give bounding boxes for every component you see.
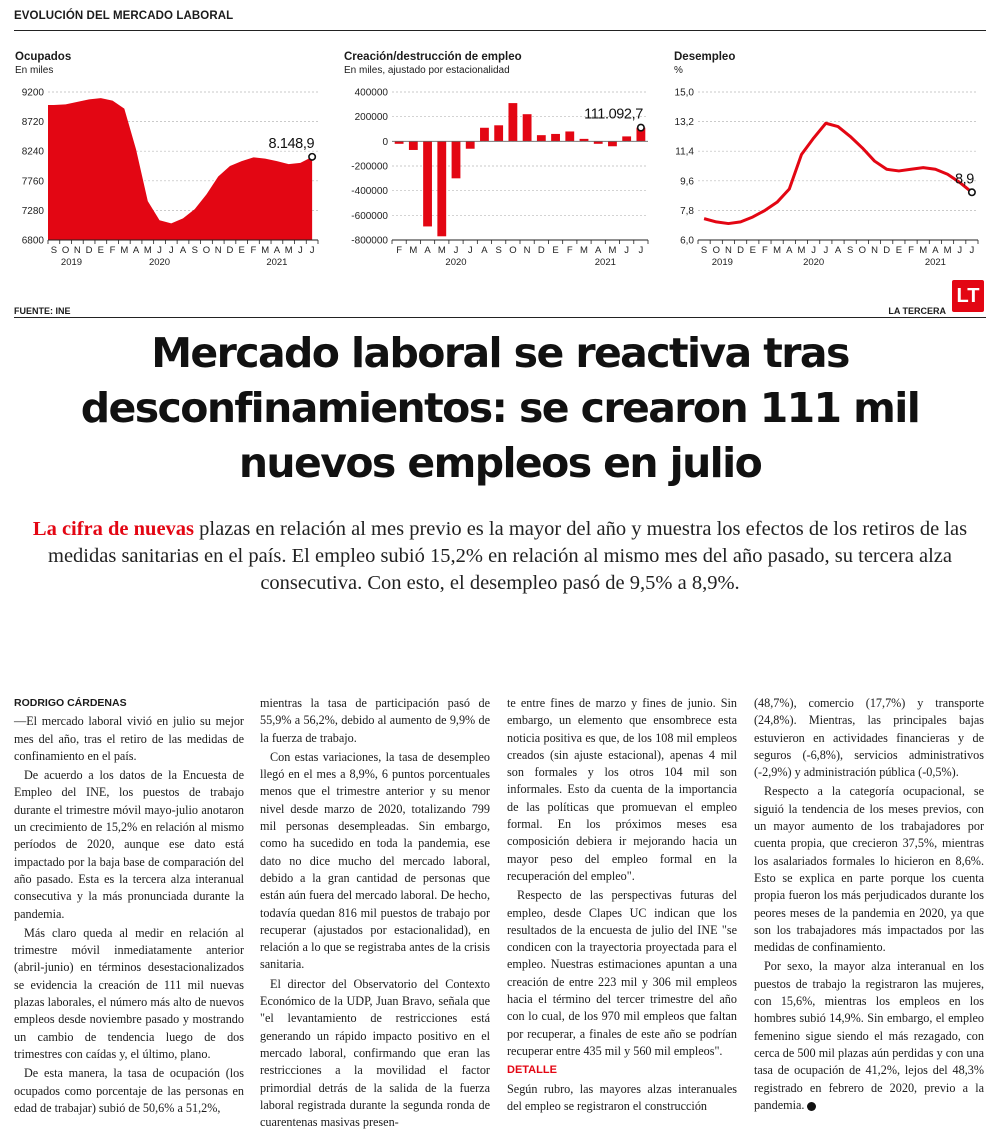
x-tick-label: M [144,245,152,256]
ocupados-area [48,98,312,240]
chart3-title: Desempleo [674,51,735,63]
x-tick-label: F [110,245,116,256]
body-column-3 [507,695,737,1117]
x-tick-label: J [639,245,644,256]
year-label: 2019 [61,257,82,268]
bar [622,136,631,141]
year-label: 2020 [803,257,824,268]
x-tick-label: J [157,245,162,256]
lead-paragraph [18,516,982,597]
top-divider [14,30,986,31]
y-tick-label: -400000 [351,186,388,197]
x-tick-label: J [957,245,962,256]
last-point-marker [638,124,644,130]
x-tick-label: J [454,245,459,256]
x-tick-label: N [871,245,878,256]
year-label: 2021 [925,257,946,268]
annotation-label: 8.148,9 [269,136,315,152]
bar [608,141,617,146]
y-tick-label: -200000 [351,162,388,173]
x-tick-label: E [896,245,902,256]
desempleo-line-chart [670,80,990,275]
x-tick-label: O [509,245,516,256]
x-tick-label: M [409,245,417,256]
y-tick-label: 7760 [22,176,45,187]
bar [480,128,489,142]
x-tick-label: M [798,245,806,256]
y-tick-label: 6,0 [680,236,694,247]
x-tick-label: J [310,245,315,256]
x-tick-label: O [859,245,866,256]
x-tick-label: O [713,245,720,256]
x-tick-label: M [120,245,128,256]
x-tick-label: E [750,245,756,256]
paragraph: De esta manera, la tasa de ocupación (los ocupados como porcentaje de las personas en edad de trabajar) subió de 50,6% a 51,2%, [14,1065,244,1117]
headline: Mercado laboral se reactiva tras desconfinamientos: se crearon 111 mil nuevos empleos en julio [40,326,960,491]
y-tick-label: 7,8 [680,206,694,217]
x-tick-label: M [580,245,588,256]
x-tick-label: M [608,245,616,256]
byline: RODRIGO CÁRDENAS [14,695,244,712]
chart2-title: Creación/destrucción de empleo [344,51,522,63]
x-tick-label: A [595,245,602,256]
x-tick-label: J [624,245,629,256]
y-tick-label: 8240 [22,147,45,158]
bar [409,141,418,150]
last-point-marker [969,189,975,195]
y-tick-label: 9,6 [680,176,694,187]
annotation-label: 8,9 [955,171,974,187]
bar [452,141,461,178]
paragraph: —El mercado laboral vivió en julio su mejor mes del año, tras el retiro de las medidas de confinamiento en el país. [14,713,244,765]
bar [537,135,546,141]
x-tick-label: M [261,245,269,256]
paragraph: Según rubro, las mayores alzas interanuales del empleo se registraron el construcción [507,1081,737,1116]
x-tick-label: F [762,245,768,256]
x-tick-label: E [552,245,558,256]
paragraph: Con estas variaciones, la tasa de desempleo llegó en el mes a 8,9%, 6 puntos porcentuales menos que el trimestre anterior y su menor nivel desde marzo de 2020, totalizando 799 mil personas desempleadas. Sin embargo, como ha sucedido en toda la pandemia, ese dato no dice mucho del mercado laboral, debido a la gran cantidad de personas que están aún fuera del mercado laboral. De hecho, todavía quedan 816 mil puestos de trabajo por recuperar (ajustados por estacionalidad), en relación a lo que se registraba antes de la crisis sanitaria. [260,749,490,974]
y-tick-label: 15,0 [675,88,695,99]
bar [565,131,574,141]
x-tick-label: A [133,245,140,256]
year-label: 2021 [595,257,616,268]
paragraph: te entre fines de marzo y fines de junio. Sin embargo, un elemento que ensombrece esta noticia positiva es que, de los 108 mil empleos creados (sin ajuste estacional), apenas 4 mil son formales y los otros 104 mil son informales. Esto da cuenta de la importancia de las políticas que promuevan el empleo formal. En los próximos meses esa composición debiera ir mejorando hacia un mayor peso del empleo formal en la recuperación del empleo". [507,695,737,885]
creacion-bar-chart [340,80,660,275]
x-tick-label: M [944,245,952,256]
x-tick-label: J [811,245,816,256]
x-tick-label: A [274,245,281,256]
desempleo-line [704,123,972,223]
year-label: 2020 [445,257,466,268]
x-tick-label: D [538,245,545,256]
section-label: EVOLUCIÓN DEL MERCADO LABORAL [14,10,233,22]
x-tick-label: M [773,245,781,256]
paragraph: Más claro queda al medir en relación al trimestre móvil inmediatamente anterior (abril-junio) en términos desestacionalizados se evidencia la creación de 111 mil nuevas plazas laborales, el número más alto de nuevos empleos desde noviembre pasado y mostrando un cambio de tendencia luego de dos trimestres con caídas y, el último, plano. [14,925,244,1063]
x-tick-label: A [835,245,842,256]
bar [508,103,517,141]
source-note: FUENTE: INE [14,306,71,316]
x-tick-label: M [285,245,293,256]
x-tick-label: M [438,245,446,256]
y-tick-label: 11,4 [675,147,694,158]
paragraph-text: Por sexo, la mayor alza interanual en los puestos de trabajo la registraron las mujeres, con 15,6%, mientras los empleos en los hombres subió 14,9%. Sin embargo, el empleo femenino sigue siendo el más rezagado, con cerca de 500 mil plazas aún perdidas y con una tasa de ocupación de 41,2%, lejos del 48,3% registrado en febrero de 2020, previo a la pandemia. [754,959,984,1111]
paragraph [754,958,984,1114]
paragraph: Respecto a la categoría ocupacional, se siguió la tendencia de los meses previos, con un mayor aumento de los trabajadores por cuenta propia, que crecieron 37,5%, mientras los asalariados formales lo hicieron en 8,6%. Esto se explica en parte porque los cuenta propia fueron los más perjudicados durante los peores meses de la pandemia en 2020, ya que son los trabajadores más impactados por las medidas de confinamiento. [754,783,984,956]
year-label: 2021 [266,257,287,268]
x-tick-label: O [203,245,210,256]
x-tick-label: A [481,245,488,256]
x-tick-label: D [883,245,890,256]
x-tick-label: E [239,245,245,256]
bar [437,141,446,236]
x-tick-label: S [701,245,707,256]
x-tick-label: O [62,245,69,256]
paragraph: (48,7%), comercio (17,7%) y transporte (24,8%). Mientras, las principales bajas estuvieron en actividades financieras y de seguros (-6,8%), servicios administrativos (-2,9%) y administración pública (-0,5%). [754,695,984,781]
x-tick-label: J [298,245,303,256]
brand-name: LA TERCERA [888,306,946,316]
annotation-label: 111.092,7 [584,107,643,123]
lead-text: plazas en relación al mes previo es la mayor del año y muestra los efectos de los retiros de las medidas sanitarias en el país. El empleo subió 15,2% en relación al mismo mes del año pasado, su tercera alza consecutiva. Con esto, el desempleo pasó de 9,5% a 8,9%. [48,518,967,594]
bar [523,114,532,141]
x-tick-label: N [74,245,81,256]
x-tick-label: F [567,245,573,256]
subhead-detalle: DETALLE [507,1062,737,1079]
bar [423,141,432,226]
year-label: 2019 [712,257,733,268]
x-tick-label: D [737,245,744,256]
y-tick-label: 8720 [22,117,45,128]
year-label: 2020 [149,257,170,268]
x-tick-label: M [919,245,927,256]
x-tick-label: A [932,245,939,256]
chart1-subtitle: En miles [15,65,53,76]
x-tick-label: F [908,245,914,256]
x-tick-label: S [192,245,198,256]
ocupados-area-chart [10,80,330,275]
x-tick-label: D [227,245,234,256]
x-tick-label: J [468,245,473,256]
y-tick-label: 13,2 [675,117,695,128]
chart2-subtitle: En miles, ajustado por estacionalidad [344,65,510,76]
body-column-4 [754,695,984,1116]
x-tick-label: N [524,245,531,256]
paragraph: Respecto de las perspectivas futuras del empleo, desde Clapes UC indican que los resultados de la encuesta de julio del INE "se condicen con la trayectoria proyectada para el empleo. Nuestras estimaciones apuntan a una creación de entre 223 mil y 306 mil empleos hacia el término del tercer trimestre del año con lo cual, de los 970 mil empleos que faltan por recuperar, a finales de este año se podrían recuperar entre 435 mil y 560 mil empleos". [507,887,737,1060]
middle-divider [14,317,986,318]
x-tick-label: A [786,245,793,256]
paragraph: El director del Observatorio del Contexto Económico de la UDP, Juan Bravo, señala que "el levantamiento de restricciones está generando un rápido impacto positivo en el mercado laboral, confirmando que eran las restricciones a la movilidad el factor primordial detrás de la salida de la fuerza laboral registrada durante la segunda ronda de cuarentenas masivas presen- [260,976,490,1132]
x-tick-label: F [396,245,402,256]
x-tick-label: N [215,245,222,256]
x-tick-label: E [98,245,104,256]
x-tick-label: S [847,245,853,256]
x-tick-label: A [180,245,187,256]
x-tick-label: S [51,245,57,256]
y-tick-label: 9200 [22,88,45,99]
chart1-title: Ocupados [15,51,71,63]
x-tick-label: J [970,245,975,256]
body-column-2 [260,695,490,1133]
x-tick-label: F [251,245,257,256]
x-tick-label: J [169,245,174,256]
y-tick-label: -600000 [351,211,388,222]
x-tick-label: S [495,245,501,256]
bar [466,141,475,148]
y-tick-label: 400000 [355,88,389,99]
lead-highlight: La cifra de nuevas [33,518,194,540]
y-tick-label: 6800 [22,236,45,247]
x-tick-label: A [424,245,431,256]
y-tick-label: -800000 [351,236,388,247]
x-tick-label: N [725,245,732,256]
brand-logo: LT [952,280,984,312]
x-tick-label: J [823,245,828,256]
last-point-marker [309,154,315,160]
x-tick-label: D [86,245,93,256]
y-tick-label: 0 [382,137,388,148]
bar [551,134,560,141]
paragraph: mientras la tasa de participación pasó de 55,9% a 56,2%, debido al aumento de 9,9% de la fuerza de trabajo. [260,695,490,747]
y-tick-label: 200000 [355,112,389,123]
paragraph: De acuerdo a los datos de la Encuesta de Empleo del INE, los puestos de trabajo durante el trimestre móvil mayo-julio anotaron un crecimiento de 15,2% en relación al mismo períodos de 2020, aunque ese dato está impactado por la baja base de comparación del año pasado. Esta es la tercera alza interanual consecutiva y la más pronunciada durante la pandemia. [14,767,244,923]
y-tick-label: 7280 [22,206,45,217]
body-column-1 [14,695,244,1119]
end-mark-icon [807,1102,816,1111]
bar [494,125,503,141]
chart3-subtitle: % [674,65,683,76]
